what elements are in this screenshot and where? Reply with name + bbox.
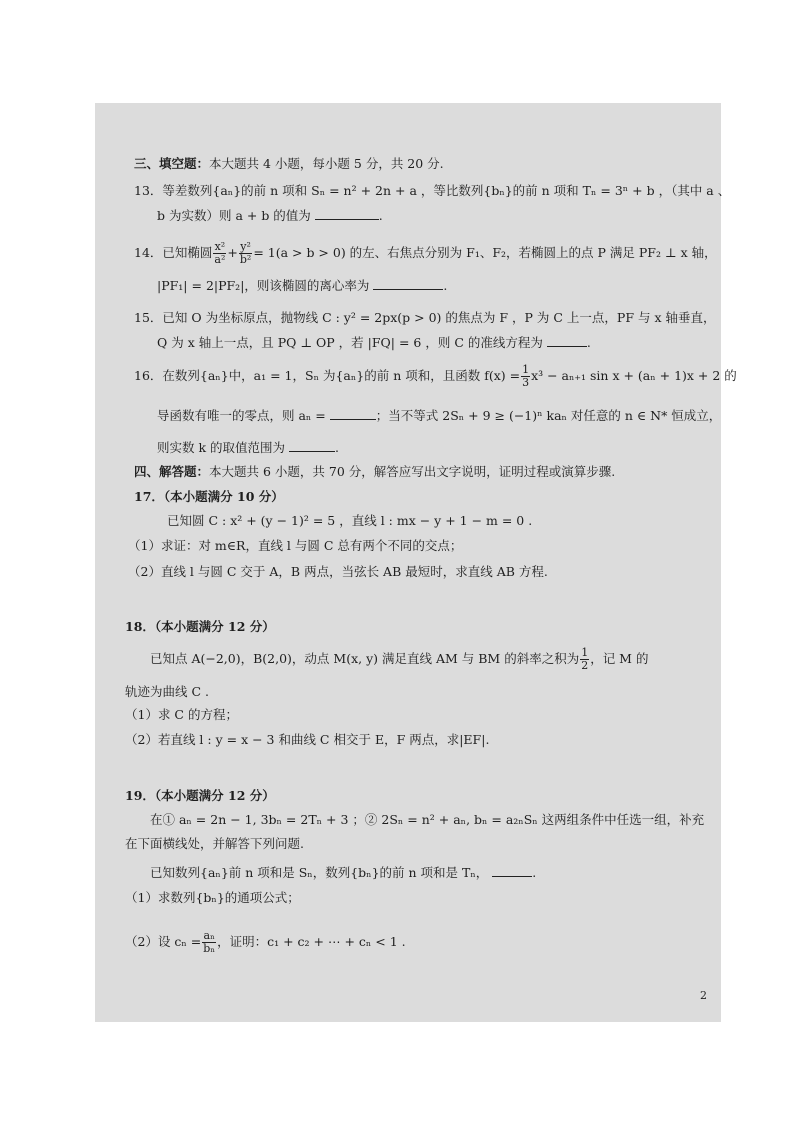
- q15-line1: 15．已知 O 为坐标原点，抛物线 C : y² = 2px(p > 0) 的焦点为 F ，P 为 C 上一点，PF 与 x 轴垂直，: [134, 310, 716, 325]
- q15-end: .: [586, 335, 591, 350]
- q14-frac-x-num: x²: [214, 240, 226, 253]
- q16-text2b: ；当不等式 2Sₙ + 9 ≥ (−1)ⁿ kaₙ 对任意的 n ∈ N* 恒成立，: [375, 408, 722, 423]
- q16-frac-num: 1: [522, 363, 530, 376]
- q18-frac-num: 1: [581, 646, 589, 659]
- q16-line3: [157, 439, 339, 456]
- q19-part2: [125, 926, 406, 958]
- q14-post: = 1(a > b > 0) 的左、右焦点分别为 F₁、F₂，若椭圆上的点 P 满足 PF₂ ⊥ x 轴，: [253, 245, 717, 260]
- q14-end: .: [443, 278, 448, 293]
- q17-header: 17．（本小题满分 10 分）: [134, 489, 284, 504]
- q18-part2: （2）若直线 l : y = x − 3 和曲线 C 相交于 E，F 两点，求|EF|.: [125, 732, 490, 747]
- q16-answer-blank-1: [330, 407, 376, 420]
- q18-stem-post: ，记 M 的: [590, 651, 649, 666]
- section-4-desc: 本大题共 6 小题，共 70 分，解答应写出文字说明，证明过程或演算步骤.: [209, 464, 616, 479]
- q14-frac-y-num: y²: [240, 240, 251, 253]
- q19-frac-den: bₙ: [203, 942, 216, 955]
- q19-part2-pre: （2）设 cₙ =: [125, 934, 202, 949]
- q19-header: 19．（本小题满分 12 分）: [125, 788, 275, 803]
- q19-frac-num: aₙ: [203, 929, 215, 942]
- q16-frac-den: 3: [522, 376, 530, 389]
- q14-pre: 14．已知椭圆: [134, 245, 213, 260]
- q18-stem-pre: 已知点 A(−2,0)，B(2,0)，动点 M(x, y) 满足直线 AM 与 BM 的斜率之积为: [150, 651, 580, 666]
- q15-answer-blank: [547, 334, 587, 347]
- q19-conditions-2: 在下面横线处，并解答下列问题.: [125, 836, 304, 851]
- q14-frac-x-den: a²: [214, 253, 226, 266]
- q19-fraction: [202, 930, 216, 955]
- q18-header: 18．（本小题满分 12 分）: [125, 619, 275, 634]
- q19-conditions: 在① aₙ = 2n − 1, 3bₙ = 2Tₙ + 3 ；② 2Sₙ = n² + aₙ, bₙ = a₂ₙSₙ 这两组条件中任选一组，补充: [150, 812, 705, 827]
- q16-text2a: 导函数有唯一的零点，则 aₙ =: [157, 408, 326, 423]
- q14-line1: [134, 238, 717, 268]
- q16-post: x³ − aₙ₊₁ sin x + (aₙ + 1)x + 2 的: [531, 368, 737, 383]
- q14-fraction-x: [213, 241, 226, 266]
- section-3-header: 三、填空题：: [134, 156, 210, 171]
- q13-line2: [157, 207, 383, 224]
- q15-line2: [157, 334, 591, 351]
- q15-text2: Q 为 x 轴上一点，且 PQ ⊥ OP ，若 |FQ| = 6 ，则 C 的准线方程为: [157, 335, 543, 350]
- q14-frac-y-den: b²: [239, 253, 252, 266]
- q17-part2: （2）直线 l 与圆 C 交于 A，B 两点，当弦长 AB 最短时，求直线 AB 方程.: [128, 564, 548, 579]
- q16-pre: 16．在数列{aₙ}中，a₁ = 1，Sₙ 为{aₙ}的前 n 项和，且函数 f(x) =: [134, 368, 521, 383]
- q16-end: .: [335, 440, 339, 455]
- page-number: 2: [700, 989, 707, 1002]
- q14-fraction-y: [239, 241, 252, 266]
- q14-plus: +: [227, 245, 238, 260]
- q18-line2: 轨迹为曲线 C .: [125, 684, 209, 699]
- q14-text2: |PF₁| = 2|PF₂|，则该椭圆的离心率为: [157, 278, 370, 293]
- q13-line1: 13．等差数列{aₙ}的前 n 项和 Sₙ = n² + 2n + a ，等比数列{bₙ}的前 n 项和 Tₙ = 3ⁿ + b ，（其中 a 、: [134, 183, 731, 198]
- q14-answer-blank: [373, 277, 443, 290]
- q16-answer-blank-2: [289, 439, 335, 452]
- q16-text3: 则实数 k 的取值范围为: [157, 440, 286, 455]
- q13-answer-blank: [315, 207, 379, 220]
- section-3-desc: 本大题共 4 小题，每小题 5 分，共 20 分.: [209, 156, 444, 171]
- q19-stem-text: 已知数列{aₙ}前 n 项和是 Sₙ，数列{bₙ}的前 n 项和是 Tₙ，: [150, 865, 489, 880]
- section-4-header: 四、解答题：: [134, 464, 210, 479]
- q19-part1: （1）求数列{bₙ}的通项公式；: [125, 890, 300, 905]
- q18-fraction: [580, 647, 589, 672]
- q16-line1: [134, 361, 737, 391]
- q19-part2-post: ，证明：c₁ + c₂ + ⋯ + cₙ < 1 .: [217, 934, 406, 949]
- q19-stem: [150, 864, 536, 881]
- section-4-line: [134, 464, 615, 480]
- q19-stem-end: .: [532, 865, 537, 880]
- q19-answer-blank: [492, 864, 532, 877]
- q14-line2: [157, 277, 447, 294]
- exam-page: [95, 103, 737, 1022]
- q13-end: .: [378, 208, 383, 223]
- q18-stem: [150, 644, 648, 674]
- q18-part1: （1）求 C 的方程；: [125, 707, 238, 722]
- section-3-line: [134, 156, 444, 172]
- q16-fraction: [521, 364, 530, 389]
- q18-frac-den: 2: [581, 659, 589, 672]
- q17-stem: 已知圆 C : x² + (y − 1)² = 5 ，直线 l : mx − y + 1 − m = 0 .: [167, 513, 533, 528]
- q13-text: b 为实数）则 a + b 的值为: [157, 208, 311, 223]
- q17-part1: （1）求证：对 m∈R，直线 l 与圆 C 总有两个不同的交点；: [128, 538, 463, 553]
- q16-line2: [157, 407, 721, 424]
